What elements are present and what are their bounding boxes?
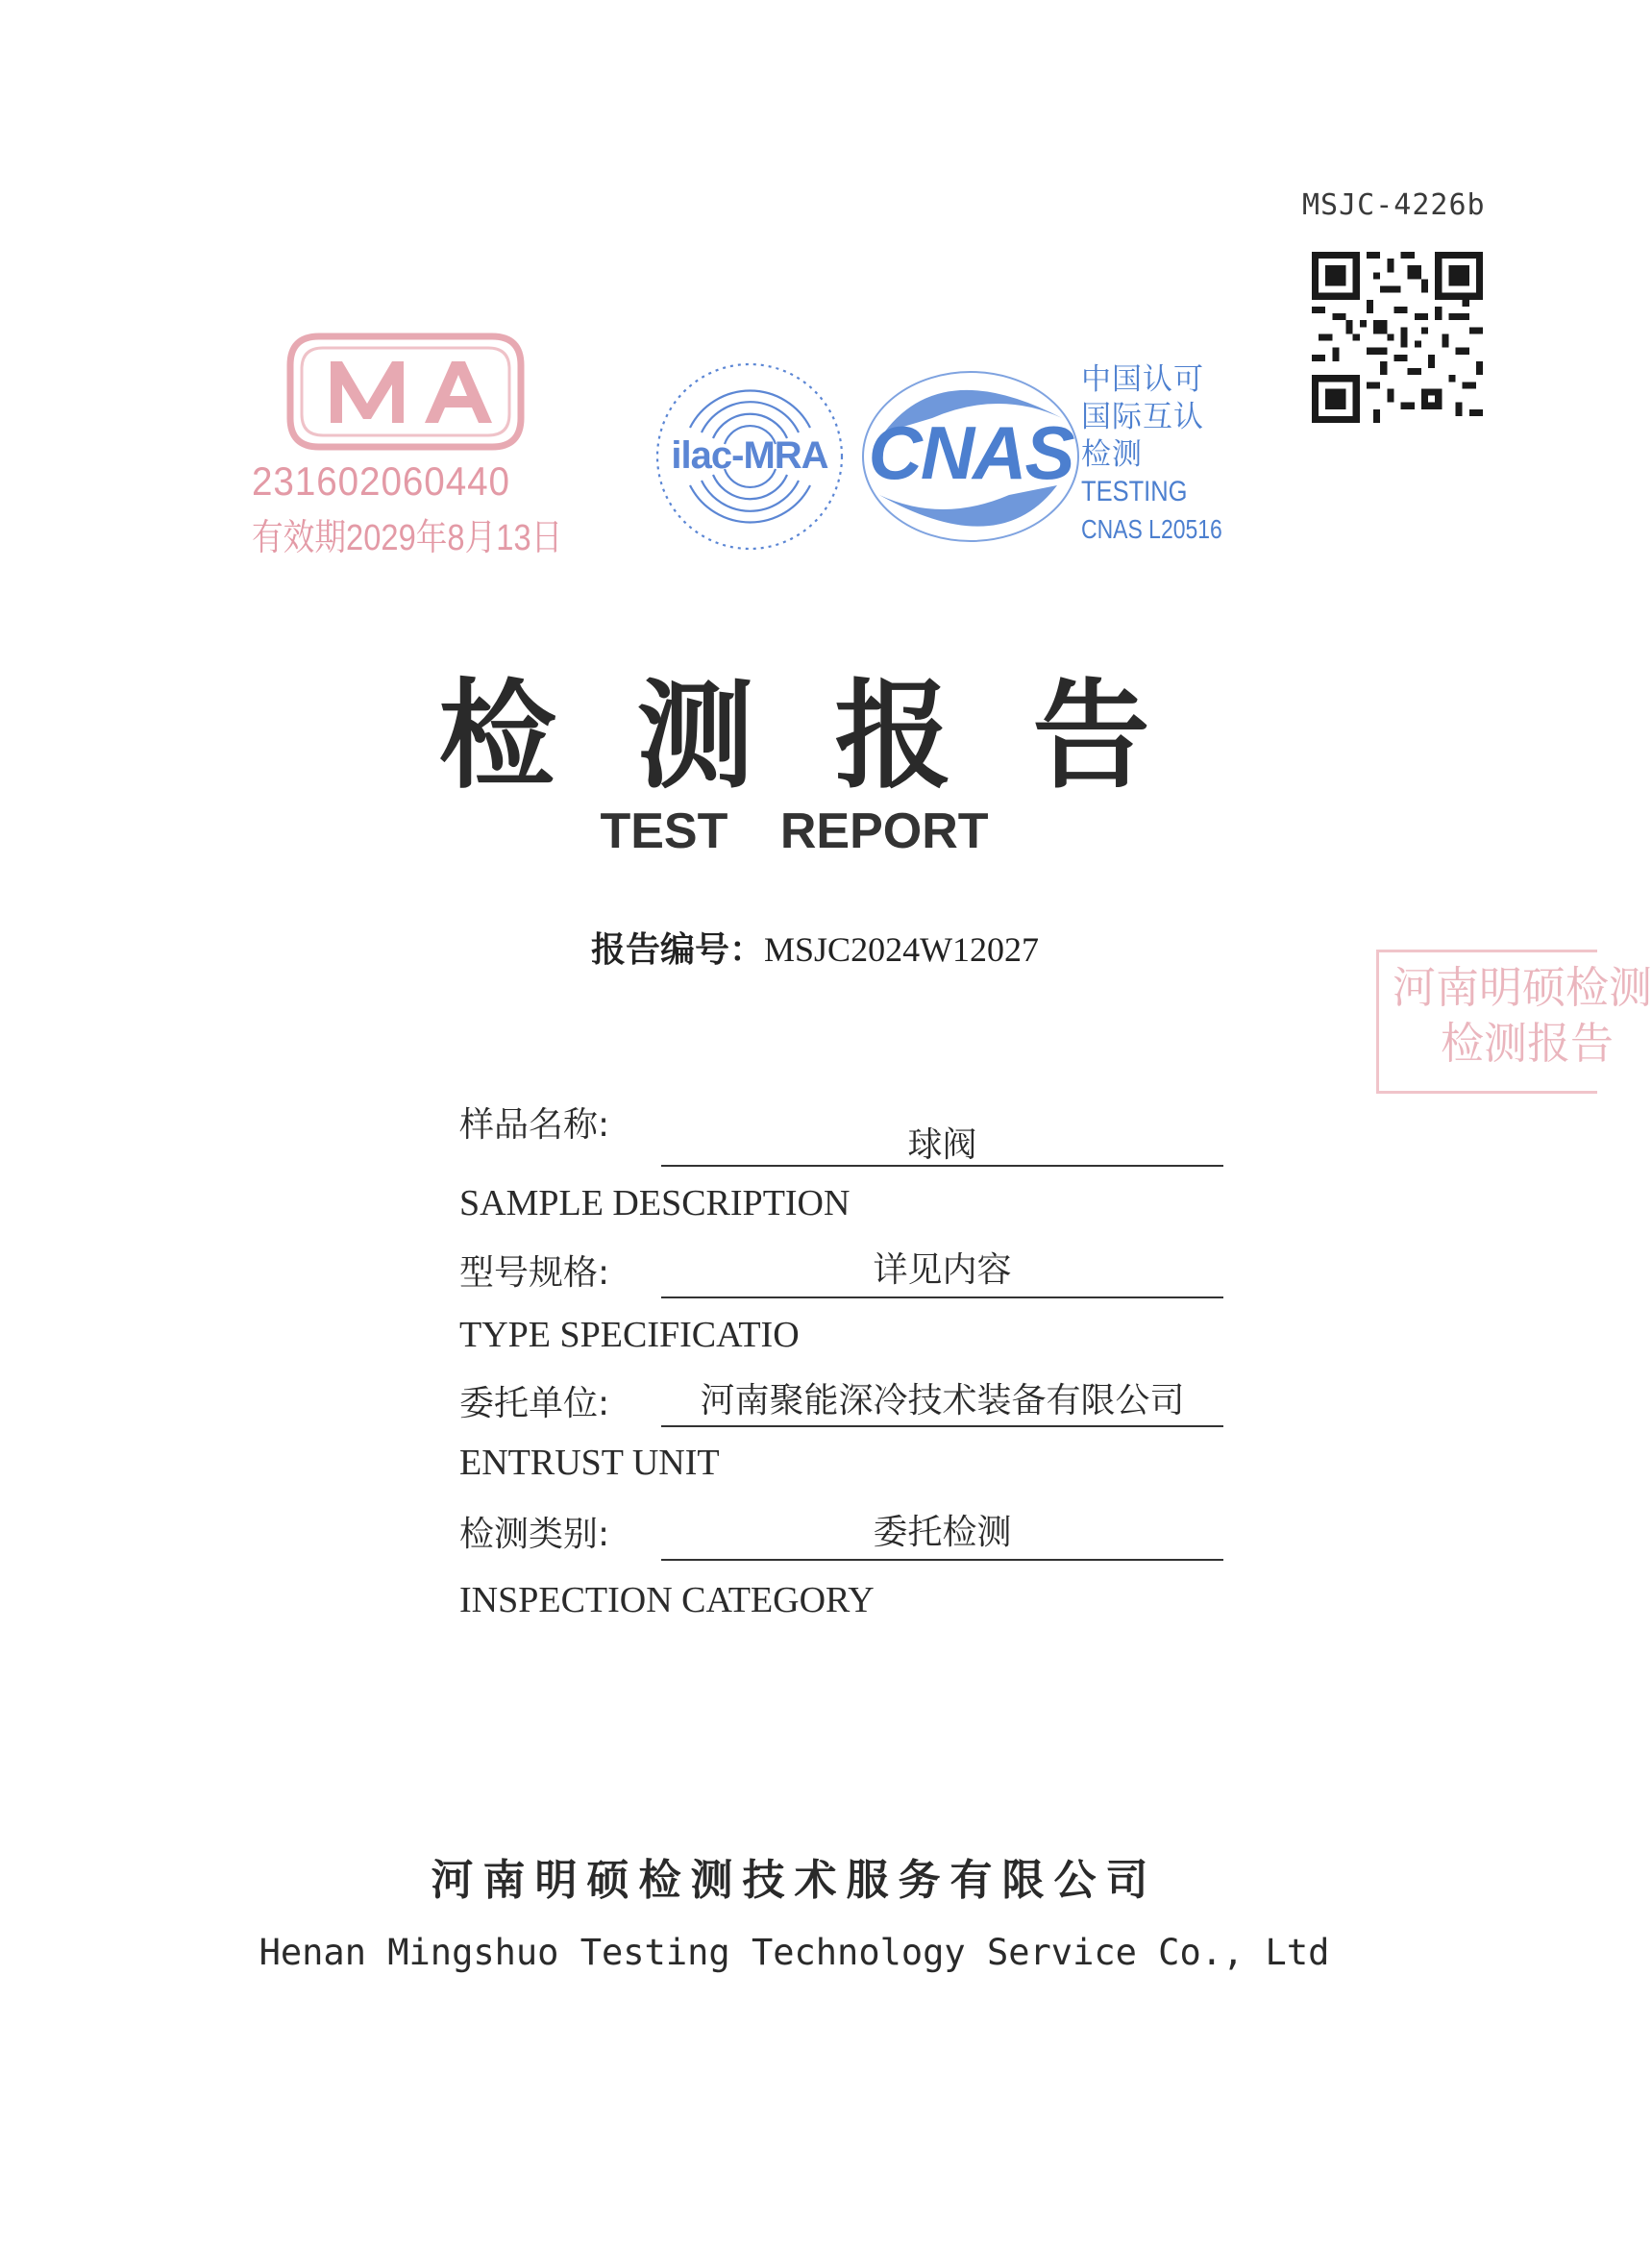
type-label-en: TYPE SPECIFICATIO	[459, 1315, 800, 1355]
cma-number: 231602060440	[252, 458, 510, 504]
company-seal-stamp	[1376, 950, 1652, 1094]
cma-stamp	[252, 327, 569, 557]
ilac-mra-logo-icon	[652, 356, 849, 557]
category-label-cn: 检测类别:	[459, 1515, 610, 1554]
entrust-underline	[661, 1425, 1223, 1427]
report-number-value: MSJC2024W12027	[764, 930, 1040, 969]
sample-label-cn: 样品名称:	[459, 1105, 610, 1145]
cnas-line3: 检测	[1081, 437, 1143, 471]
sample-label-en: SAMPLE DESCRIPTION	[459, 1183, 851, 1223]
ilac-text: ilac-MRA	[671, 434, 828, 477]
company-name-cn: 河南明硕检测技术服务有限公司	[431, 1856, 1158, 1905]
report-title-en: TEST REPORT	[600, 803, 989, 859]
sample-value: 球阀	[907, 1125, 977, 1165]
cnas-accreditation-text	[1081, 360, 1253, 548]
cnas-line2: 国际互认	[1081, 400, 1204, 433]
company-name-en: Henan Mingshuo Testing Technology Service Co., Ltd	[259, 1932, 1330, 1973]
report-title-cn: 检测报告	[438, 666, 1231, 804]
qr-code	[1312, 252, 1483, 423]
report-number	[591, 923, 1039, 972]
cnas-code: CNAS L20516	[1081, 514, 1222, 544]
type-label-cn: 型号规格:	[459, 1253, 610, 1293]
cnas-line1: 中国认可	[1081, 362, 1204, 396]
seal-line1: 河南明硕检测	[1393, 962, 1652, 1013]
cma-validity: 有效期2029年8月13日	[252, 518, 563, 558]
entrust-value: 河南聚能深冷技术装备有限公司	[700, 1381, 1185, 1420]
document-code: MSJC-4226b	[1302, 188, 1486, 222]
cnas-text: CNAS	[868, 410, 1073, 495]
report-number-label: 报告编号：	[591, 930, 765, 970]
seal-line2: 检测报告	[1441, 1018, 1615, 1069]
entrust-label-cn: 委托单位:	[459, 1384, 610, 1423]
cnas-logo-icon	[855, 365, 1086, 548]
category-underline	[661, 1559, 1223, 1561]
sample-underline	[661, 1165, 1223, 1167]
type-underline	[661, 1296, 1223, 1298]
cnas-line4: TESTING	[1081, 476, 1188, 507]
category-label-en: INSPECTION CATEGORY	[459, 1580, 875, 1620]
cma-logo-icon	[281, 327, 530, 457]
type-value: 详见内容	[873, 1250, 1012, 1290]
category-value: 委托检测	[873, 1513, 1012, 1552]
entrust-label-en: ENTRUST UNIT	[459, 1443, 720, 1483]
